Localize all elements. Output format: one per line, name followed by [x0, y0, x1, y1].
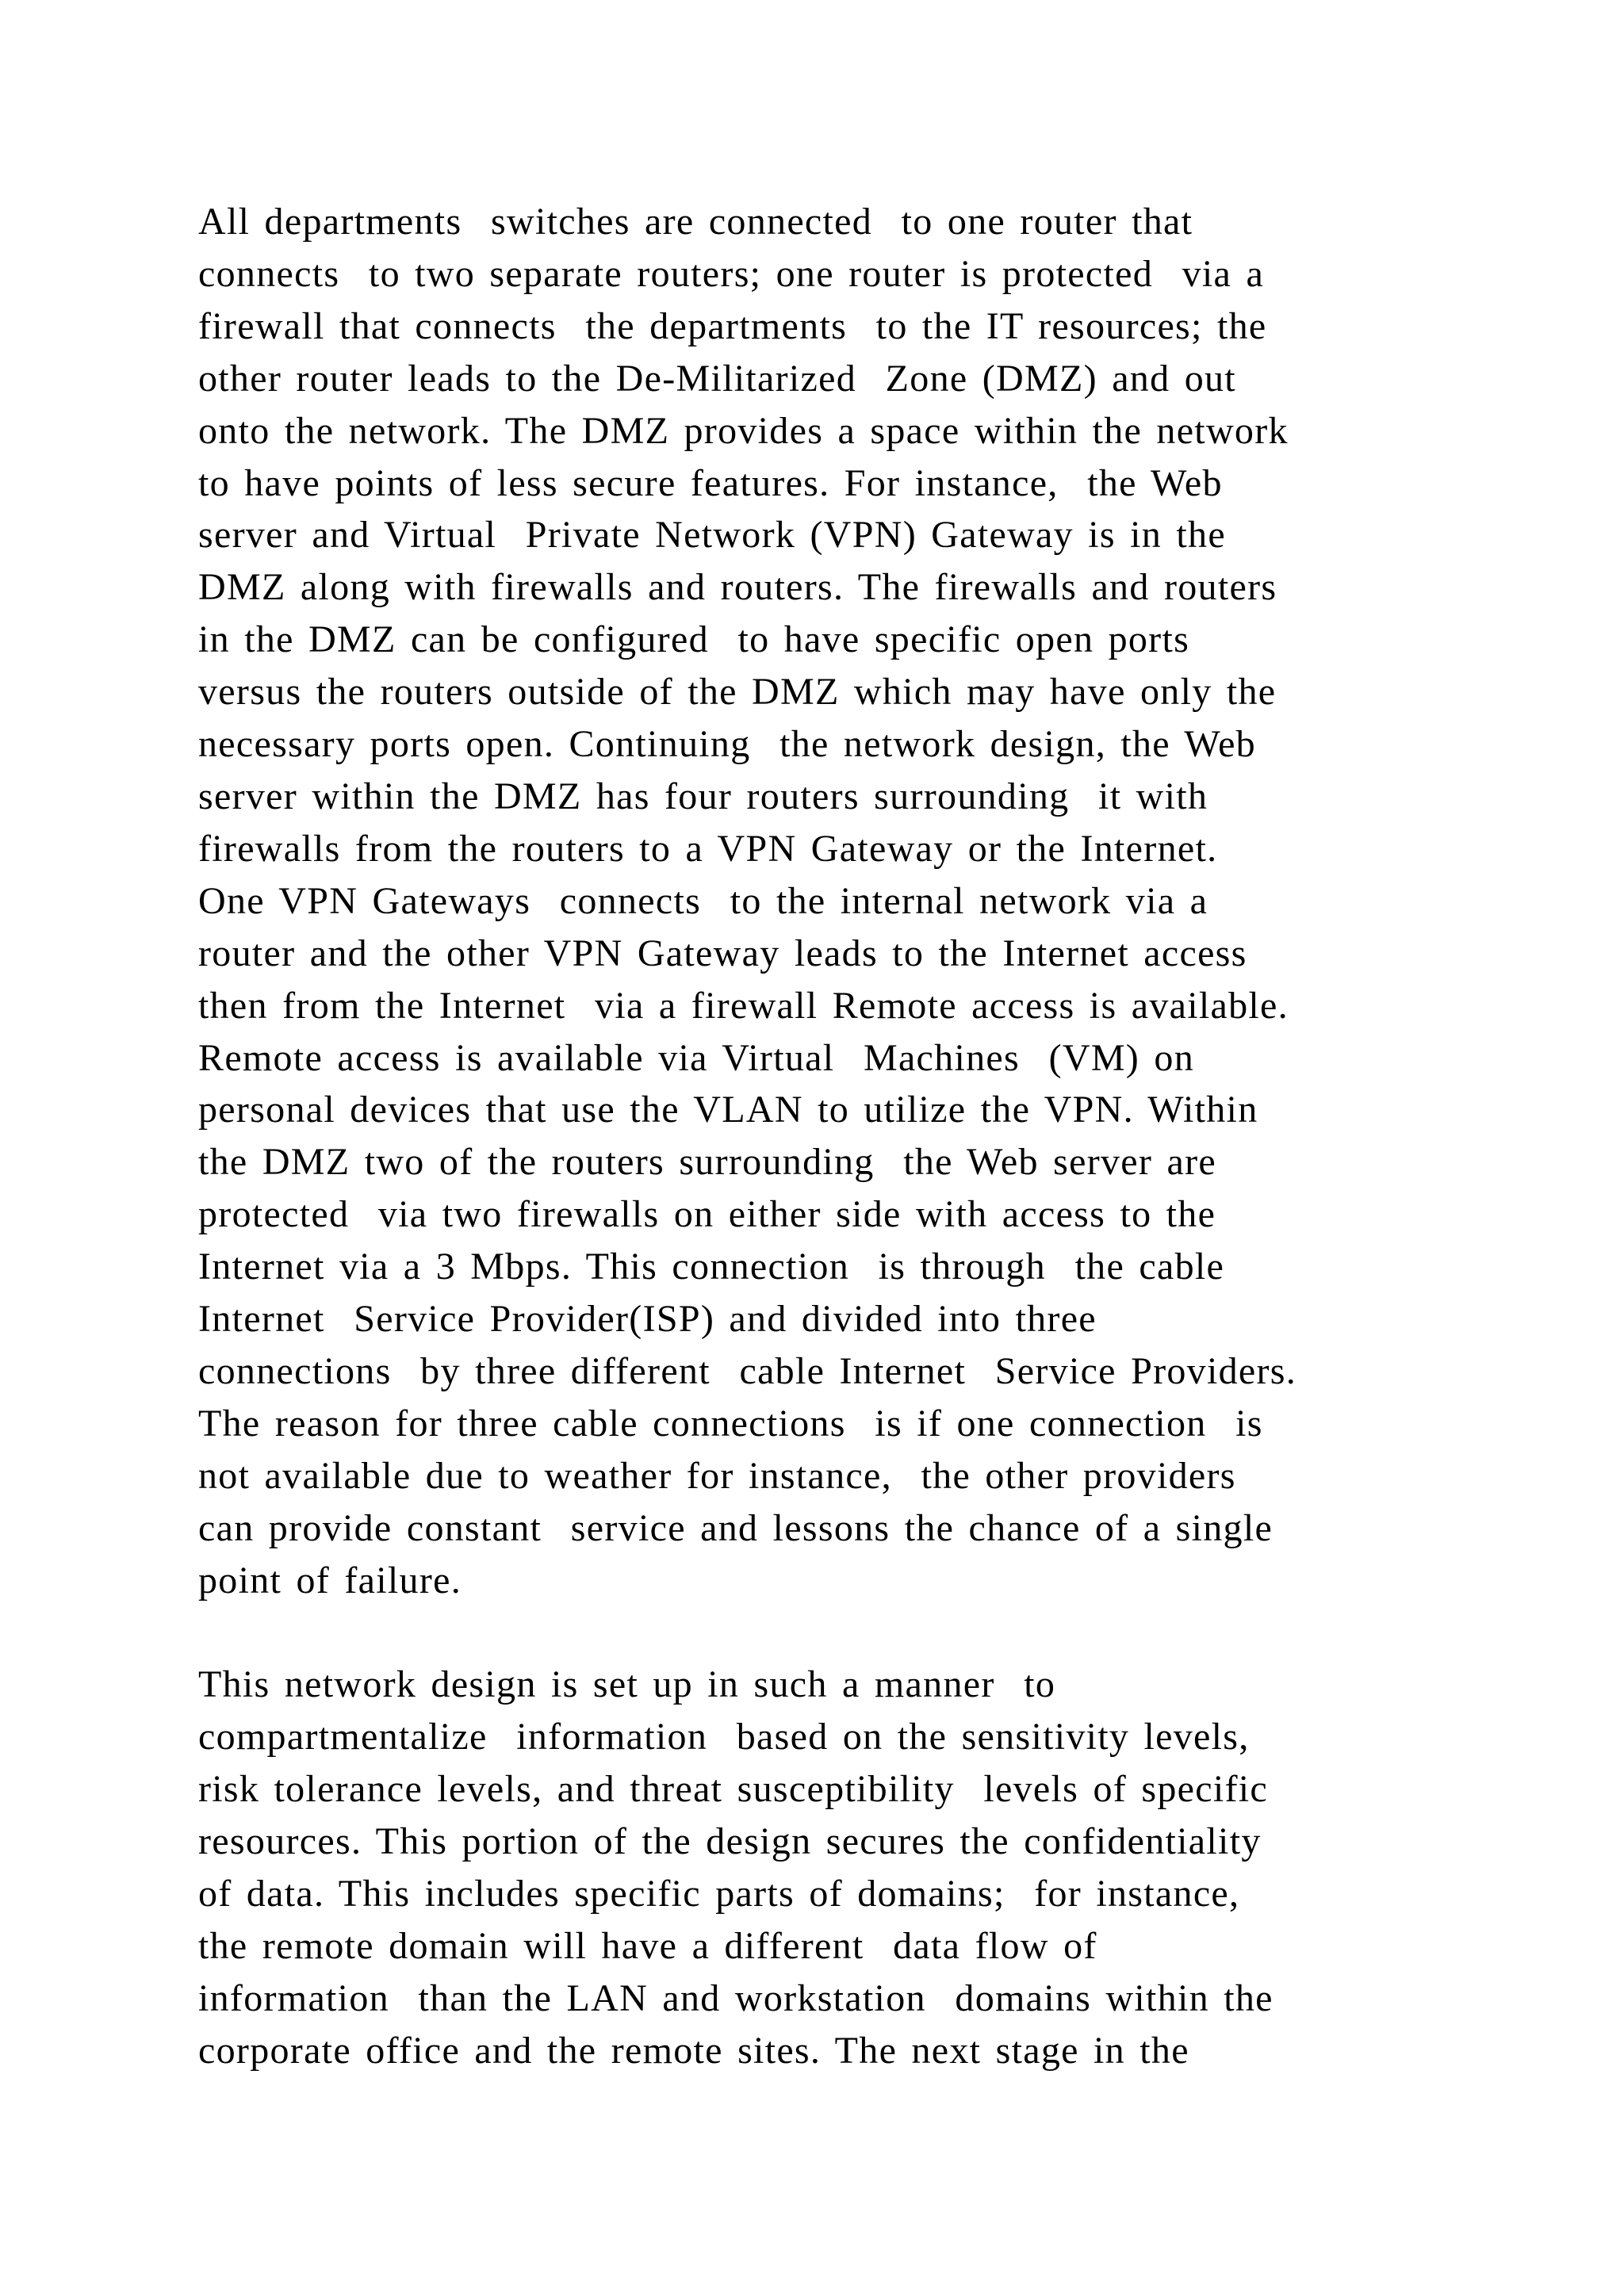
text-line: information than the LAN and workstation domains within the — [198, 1976, 1274, 2019]
text-line: in the DMZ can be configured to have specific open ports — [198, 618, 1190, 661]
text-line: Remote access is available via Virtual Machines (VM) on — [198, 1036, 1194, 1079]
paragraph-spacer — [198, 1606, 1467, 1659]
text-line: All departments switches are connected to one router that — [198, 201, 1193, 243]
text-line: personal devices that use the VLAN to utilize the VPN. Within — [198, 1089, 1258, 1131]
text-line: DMZ along with firewalls and routers. The firewalls and routers — [198, 566, 1277, 609]
document-page — [198, 196, 1467, 2077]
text-line: then from the Internet via a firewall Remote access is available. — [198, 984, 1289, 1027]
text-line: server and Virtual Private Network (VPN) Gateway is in the — [198, 514, 1226, 557]
text-line: connects to two separate routers; one router is protected via a — [198, 252, 1265, 295]
paragraph-2 — [198, 1659, 1467, 2076]
text-line: risk tolerance levels, and threat susceptibility levels of specific — [198, 1768, 1268, 1811]
text-line: of data. This includes specific parts of domains; for instance, — [198, 1873, 1240, 1915]
text-line: to have points of less secure features. For instance, the Web — [198, 461, 1223, 504]
text-line: server within the DMZ has four routers surrounding it with — [198, 775, 1208, 817]
paragraph-1 — [198, 196, 1467, 1606]
text-line: corporate office and the remote sites. The next stage in the — [198, 2029, 1189, 2072]
text-line: router and the other VPN Gateway leads to the Internet access — [198, 932, 1247, 974]
text-line: not available due to weather for instance, the other providers — [198, 1454, 1236, 1497]
text-line: Internet via a 3 Mbps. This connection is through the cable — [198, 1246, 1225, 1288]
text-line: resources. This portion of the design secures the confidentiality — [198, 1820, 1262, 1863]
text-line: The reason for three cable connections is if one connection is — [198, 1402, 1263, 1445]
text-line: One VPN Gateways connects to the internal network via a — [198, 879, 1208, 922]
text-line: firewalls from the routers to a VPN Gateway or the Internet. — [198, 827, 1218, 870]
text-line: other router leads to the De-Militarized Zone (DMZ) and out — [198, 357, 1236, 400]
text-line: the DMZ two of the routers surrounding the Web server are — [198, 1141, 1216, 1184]
text-line: This network design is set up in such a manner to — [198, 1663, 1056, 1706]
text-line: compartmentalize information based on the sensitivity levels, — [198, 1716, 1250, 1758]
text-line: can provide constant service and lessons the chance of a single — [198, 1506, 1274, 1549]
text-line: Internet Service Provider(ISP) and divided into three — [198, 1298, 1097, 1341]
text-line: protected via two firewalls on either side with access to the — [198, 1193, 1216, 1236]
text-line: point of failure. — [198, 1559, 462, 1601]
text-line: versus the routers outside of the DMZ which may have only the — [198, 671, 1277, 714]
text-line: necessary ports open. Continuing the network design, the Web — [198, 723, 1256, 766]
text-line: connections by three different cable Internet Service Providers. — [198, 1349, 1297, 1392]
text-line: the remote domain will have a different data flow of — [198, 1925, 1097, 1967]
text-line: firewall that connects the departments to the IT resources; the — [198, 304, 1267, 347]
text-line: onto the network. The DMZ provides a space within the network — [198, 409, 1289, 452]
